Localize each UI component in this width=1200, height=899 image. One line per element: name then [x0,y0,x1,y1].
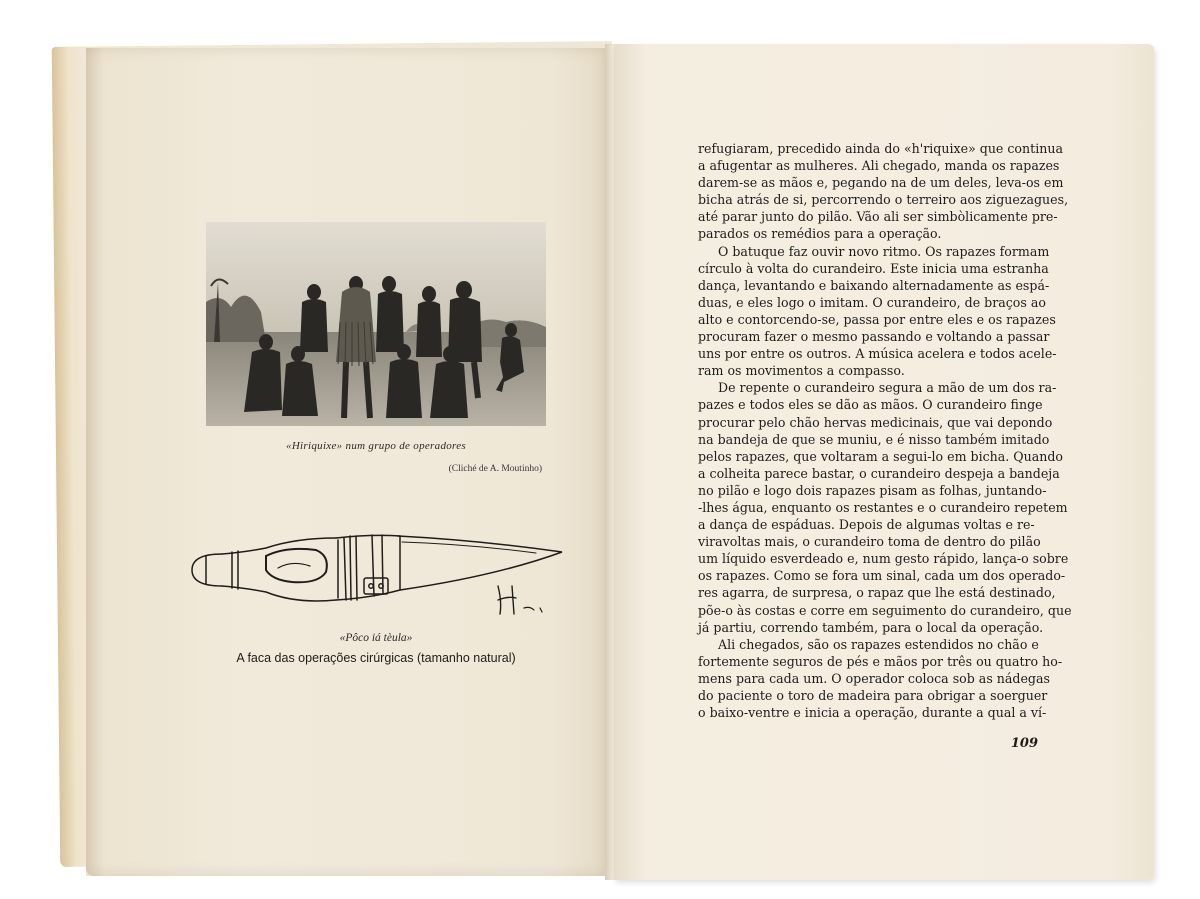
text-line: O batuque faz ouvir novo ritmo. Os rapazes formam [718,243,1050,259]
text-line: -lhes água, enquanto os restantes e o curandeiro repetem [698,499,1068,515]
text-line: na bandeja de que se muniu, e é nisso também imitado [698,431,1050,447]
text-line: a afugentar as mulheres. Ali chegado, manda os rapazes [698,158,1060,174]
text-line: os rapazes. Como se fora um sinal, cada um dos operado- [698,568,1066,584]
left-page [86,48,614,876]
text-line: alto e contorcendo-se, passa por entre eles e os rapazes [698,311,1056,327]
text-line: duas, e eles logo o imitam. O curandeiro, de braços ao [698,294,1046,310]
text-line: põe-o às costas e corre em seguimento do curandeiro, que [698,602,1072,618]
text-line: procurar pelo chão hervas medicinais, que vai depondo [698,414,1053,430]
text-line: darem-se as mãos e, pegando na de um deles, leva-os em [698,175,1064,191]
text-line: o baixo-ventre e inicia a operação, durante a qual a ví- [698,705,1047,721]
text-line: viravoltas mais, o curandeiro toma de dentro do pilão [698,534,1041,550]
text-line: De repente o curandeiro segura a mão de um dos ra- [718,380,1057,396]
text-line: parados os remédios para a operação. [698,226,942,242]
text-line: a colheita parece bastar, o curandeiro despeja a bandeja [698,465,1060,481]
photo-caption: «Hiriquixe» num grupo de operadores [286,440,466,452]
text-line: refugiaram, precedido ainda do «h'riquixe» que continua [698,141,1063,156]
text-line: já partiu, correndo também, para o local da operação. [698,619,1044,635]
text-line: a dança de espáduas. Depois de algumas voltas e re- [698,517,1035,533]
page-number: 109 [1010,736,1038,751]
figure-description: A faca das operações cirúrgicas (tamanho natural) [236,651,516,665]
knife-drawing [186,526,566,626]
text-line: pazes e todos eles se dão as mãos. O curandeiro finge [698,397,1043,413]
text-line: procuram fazer o mesmo passando e voltando a passar [698,329,1050,345]
text-line: fortemente seguros de pés e mãos por três ou quatro ho- [698,653,1063,669]
text-line: círculo à volta do curandeiro. Este inicia uma estranha [698,260,1049,276]
text-line: até parar junto do pilão. Vão ali ser simbòlicamente pre- [698,209,1058,225]
text-line: um líquido esverdeado e, num gesto rápido, lança-o sobre [698,551,1069,567]
text-line: mens para cada um. O operador coloca sob as nádegas [698,670,1050,686]
text-line: bicha atrás de si, percorrendo o terreiro aos ziguezagues, [698,192,1069,208]
text-line: dança, levantando e baixando alternadamente as espá- [698,277,1050,293]
text-line: res agarra, de surpresa, o rapaz que lhe está destinado, [698,585,1056,601]
figure-title: «Pôco iá tèula» [339,632,413,644]
text-line: uns por entre os outros. A música acelera e todos acele- [698,346,1057,362]
text-line: ram os movimentos a compasso. [698,363,905,379]
text-line: Ali chegados, são os rapazes estendidos no chão e [718,636,1039,652]
text-line: do paciente o toro de madeira para obrigar a soerguer [698,688,1048,703]
text-line: pelos rapazes, que voltaram a segui-lo em bicha. Quando [698,448,1064,464]
text-line: no pilão e logo dois rapazes pisam as folhas, juntando- [698,482,1047,498]
body-text [698,140,1072,721]
group-photograph [206,222,546,426]
photo-credit: (Cliché de A. Moutinho) [448,464,542,474]
